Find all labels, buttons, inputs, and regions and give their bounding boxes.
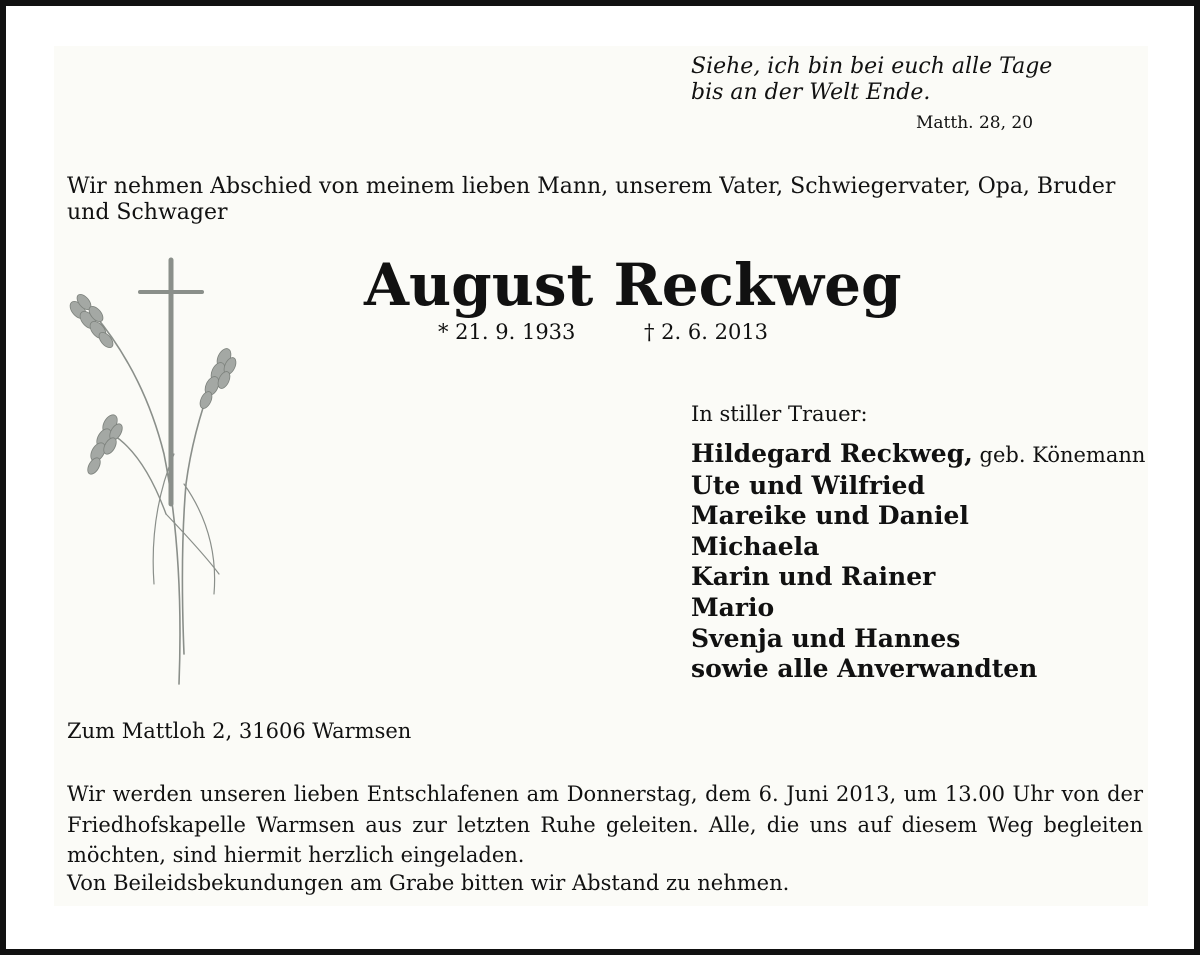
quote-line-1: Siehe, ich bin bei euch alle Tage bbox=[691, 54, 1053, 79]
funeral-announcement: Wir werden unseren lieben Entschlafenen am Donnerstag, dem 6. Juni 2013, um 13.00 Uhr von der Friedhofskapelle Warmsen aus zur letzten Ruhe geleiten. Alle, die uns auf diesem Weg begleiten möchten, sind hiermit herzlich eingeladen. bbox=[67, 782, 1143, 867]
family-address: Zum Mattloh 2, 31606 Warmsen bbox=[67, 719, 412, 743]
mourners-heading: In stiller Trauer: bbox=[691, 402, 868, 426]
mourner-item: Svenja und Hannes bbox=[691, 623, 961, 653]
birth-date: * 21. 9. 1933 bbox=[438, 320, 576, 344]
mourner-item: Karin und Rainer bbox=[691, 562, 936, 592]
intro-text: Wir nehmen Abschied von meinem lieben Mann, unserem Vater, Schwiegervater, Opa, Bruder und Schwager bbox=[67, 174, 1116, 225]
death-date: † 2. 6. 2013 bbox=[644, 320, 769, 344]
mourners-list bbox=[691, 439, 1145, 685]
bible-quote bbox=[691, 54, 1052, 106]
obituary-notice bbox=[54, 46, 1148, 906]
quote-line-2: bis an der Welt Ende. bbox=[691, 80, 931, 105]
condolence-note: Von Beileidsbekundungen am Grabe bitten wir Abstand zu nehmen. bbox=[67, 871, 790, 895]
deceased-name: August Reckweg bbox=[364, 251, 902, 319]
mourner-item: sowie alle Anverwandten bbox=[691, 654, 1038, 684]
mourner-item: Mareike und Daniel bbox=[691, 501, 969, 531]
mourner-item: Hildegard Reckweg, geb. Könemann bbox=[691, 439, 1146, 468]
mourner-item: Michaela bbox=[691, 531, 820, 561]
mourner-item: Ute und Wilfried bbox=[691, 470, 925, 500]
quote-reference: Matth. 28, 20 bbox=[916, 113, 1034, 133]
cross-with-wheat-icon bbox=[54, 254, 254, 694]
mourner-item: Mario bbox=[691, 592, 775, 622]
